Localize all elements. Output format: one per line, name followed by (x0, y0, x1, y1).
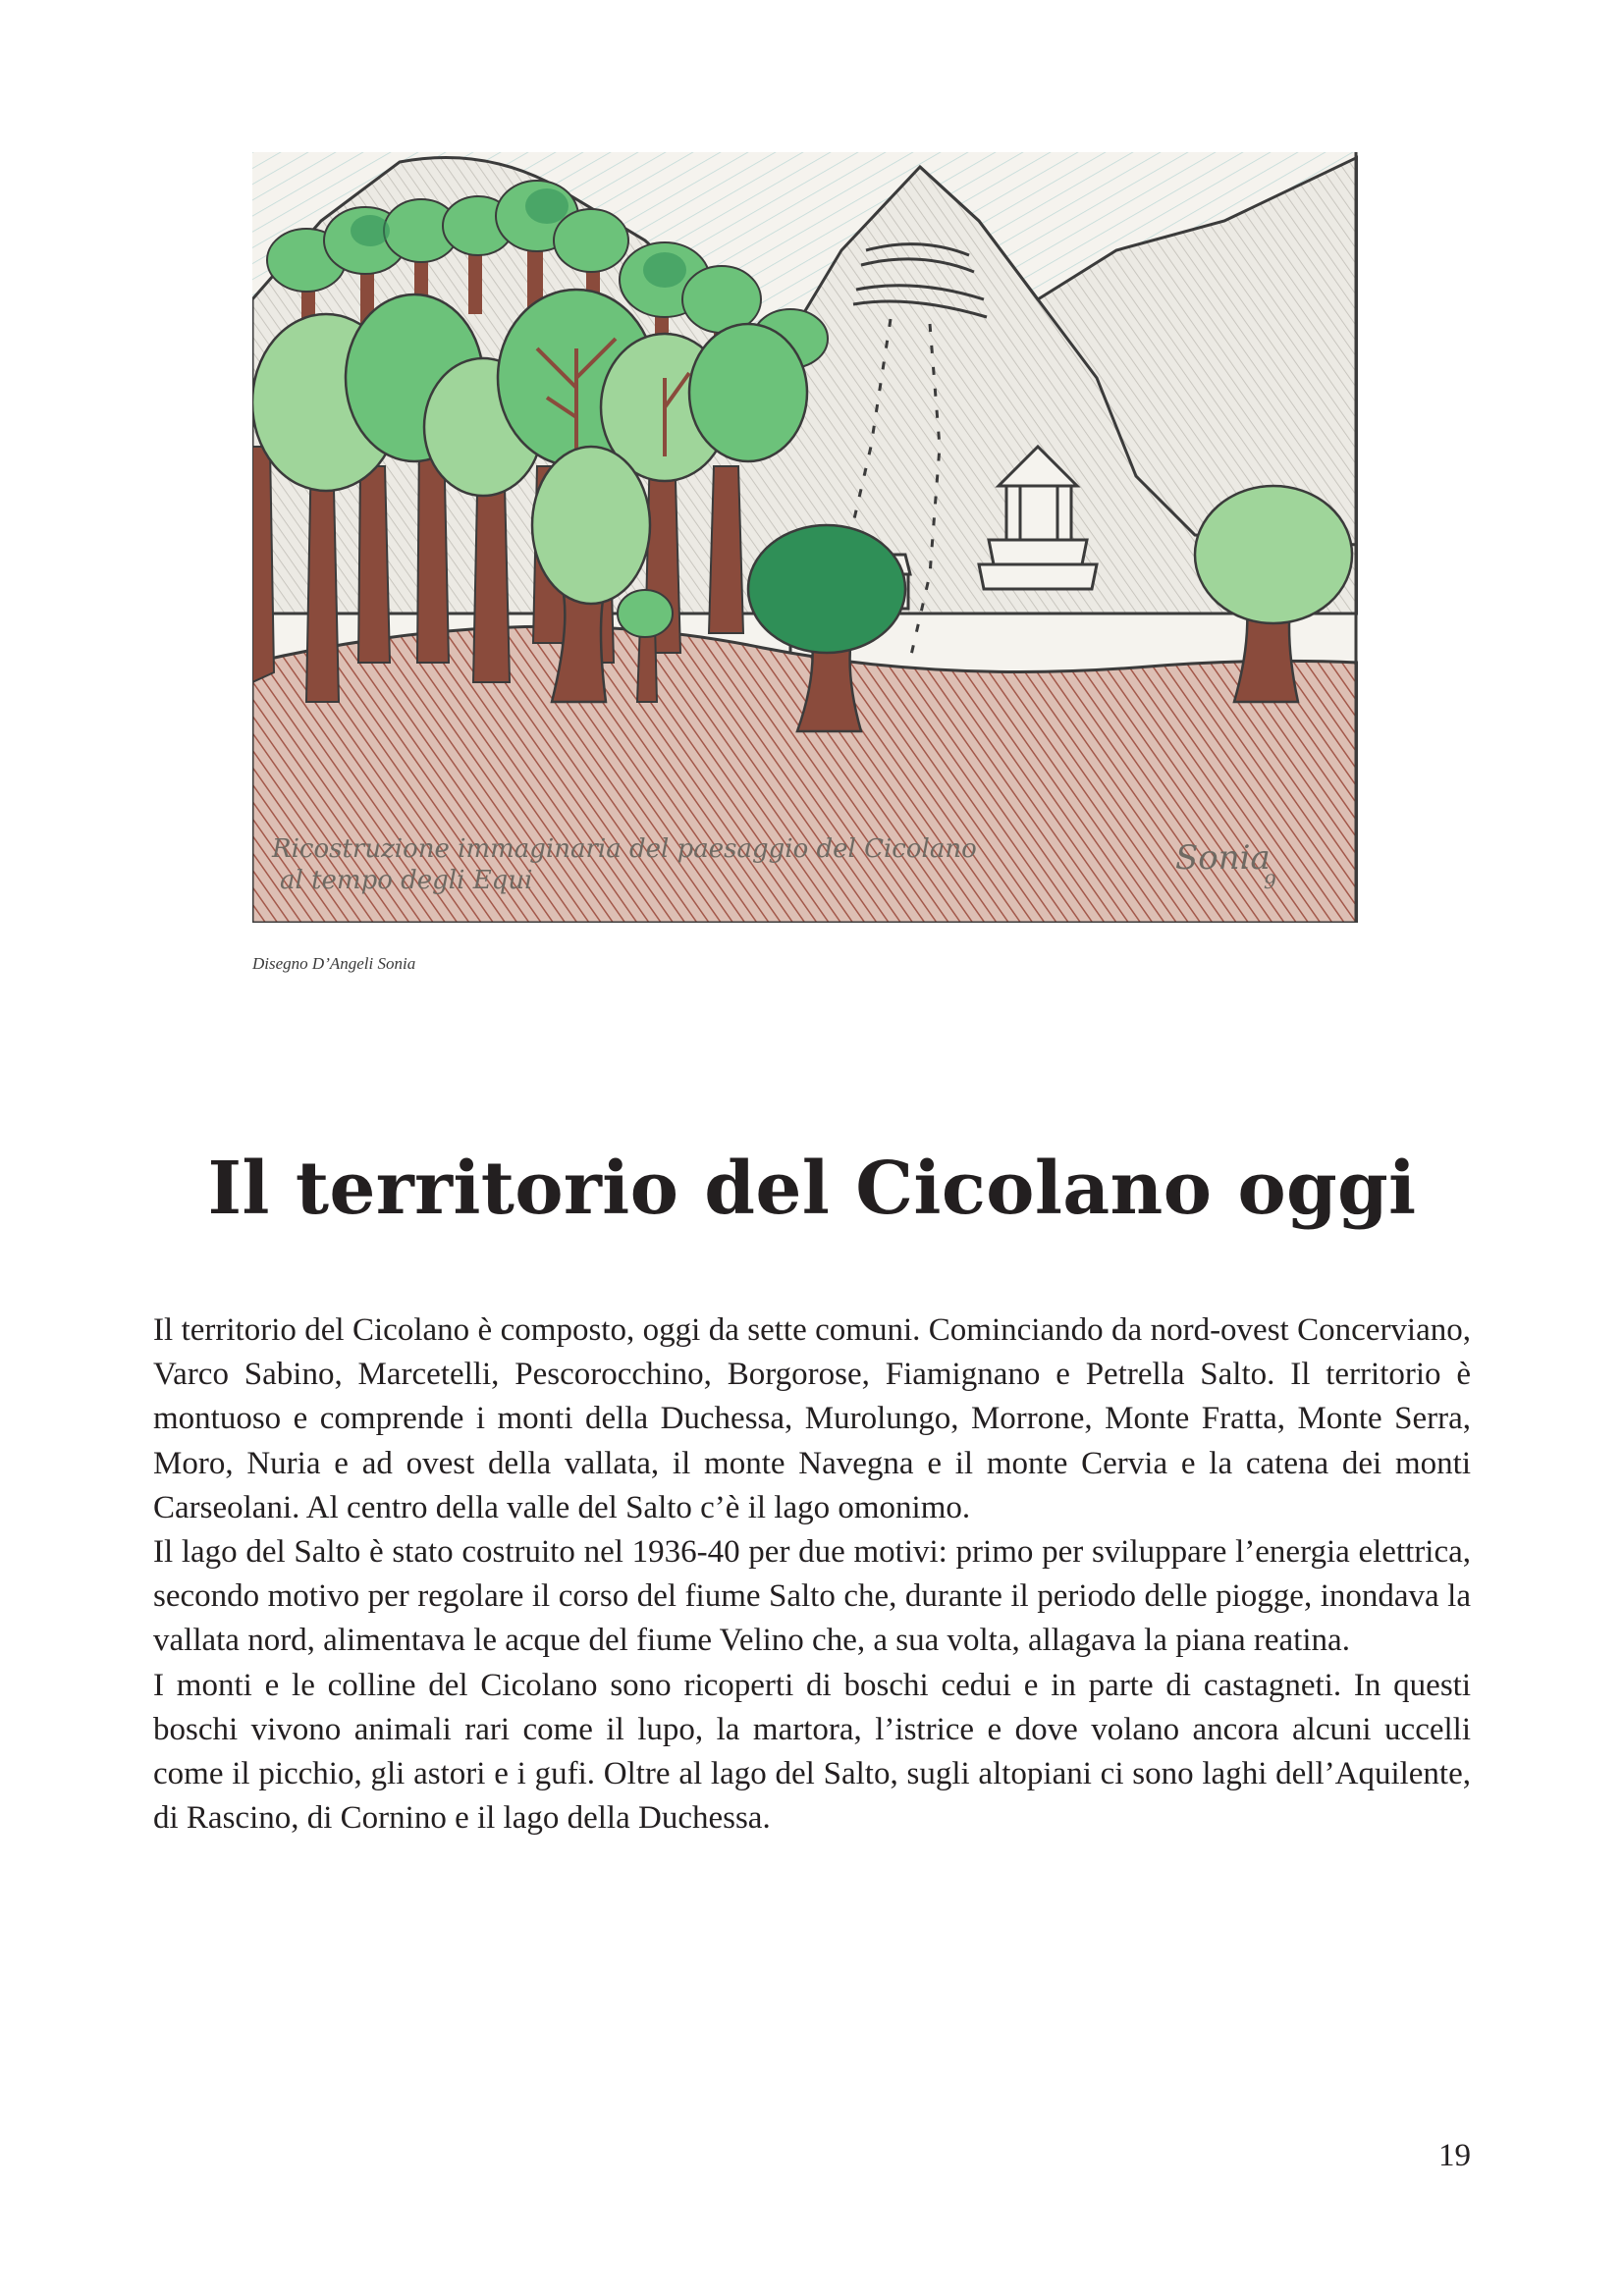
handwritten-caption-line1: Ricostruzione immaginaria del paesaggio del Cicolano (272, 834, 977, 864)
landscape-drawing (252, 152, 1358, 923)
signature: Sonia (1175, 838, 1271, 878)
paragraph: Il territorio del Cicolano è composto, oggi da sette comuni. Cominciando da nord-ovest Concerviano, Varco Sabino, Marcetelli, Pescorocchino, Borgorose, Fiamignano e Petrella Salto. Il territorio è montuoso e comprende i monti della Duchessa, Murolungo, Morrone, Monte Fratta, Monte Serra, Moro, Nuria e ad ovest della vallata, il monte Navegna e il monte Cervia e la catena dei monti Carseolani. Al centro della valle del Salto c’è il lago omonimo. (153, 1312, 1471, 1525)
signature-mark: 9 (1264, 870, 1276, 893)
page-number: 19 (1438, 2138, 1471, 2173)
handwritten-caption-line2: al tempo degli Equi (280, 866, 533, 895)
illustration-credit: Disegno D’Angeli Sonia (252, 954, 416, 973)
page-title: Il territorio del Cicolano oggi (207, 1147, 1417, 1231)
paragraph: Il lago del Salto è stato costruito nel 1936-40 per due motivi: primo per sviluppare l’energia elettrica, secondo motivo per regolare il corso del fiume Salto che, durante il periodo delle piogge, inondava la vallata nord, alimentava le acque del fiume Velino che, a sua volta, allagava la piana reatina. (153, 1534, 1471, 1659)
body-text (153, 1308, 1471, 1841)
paragraph: I monti e le colline del Cicolano sono ricoperti di boschi cedui e in parte di castagneti. In questi boschi vivono animali rari come il lupo, la martora, l’istrice e dove volano ancora alcuni uccelli come il picchio, gli astori e i gufi. Oltre al lago del Salto, sugli altopiani ci sono laghi dell’Aquilente, di Rascino, di Cornino e il lago della Duchessa. (153, 1667, 1471, 1837)
